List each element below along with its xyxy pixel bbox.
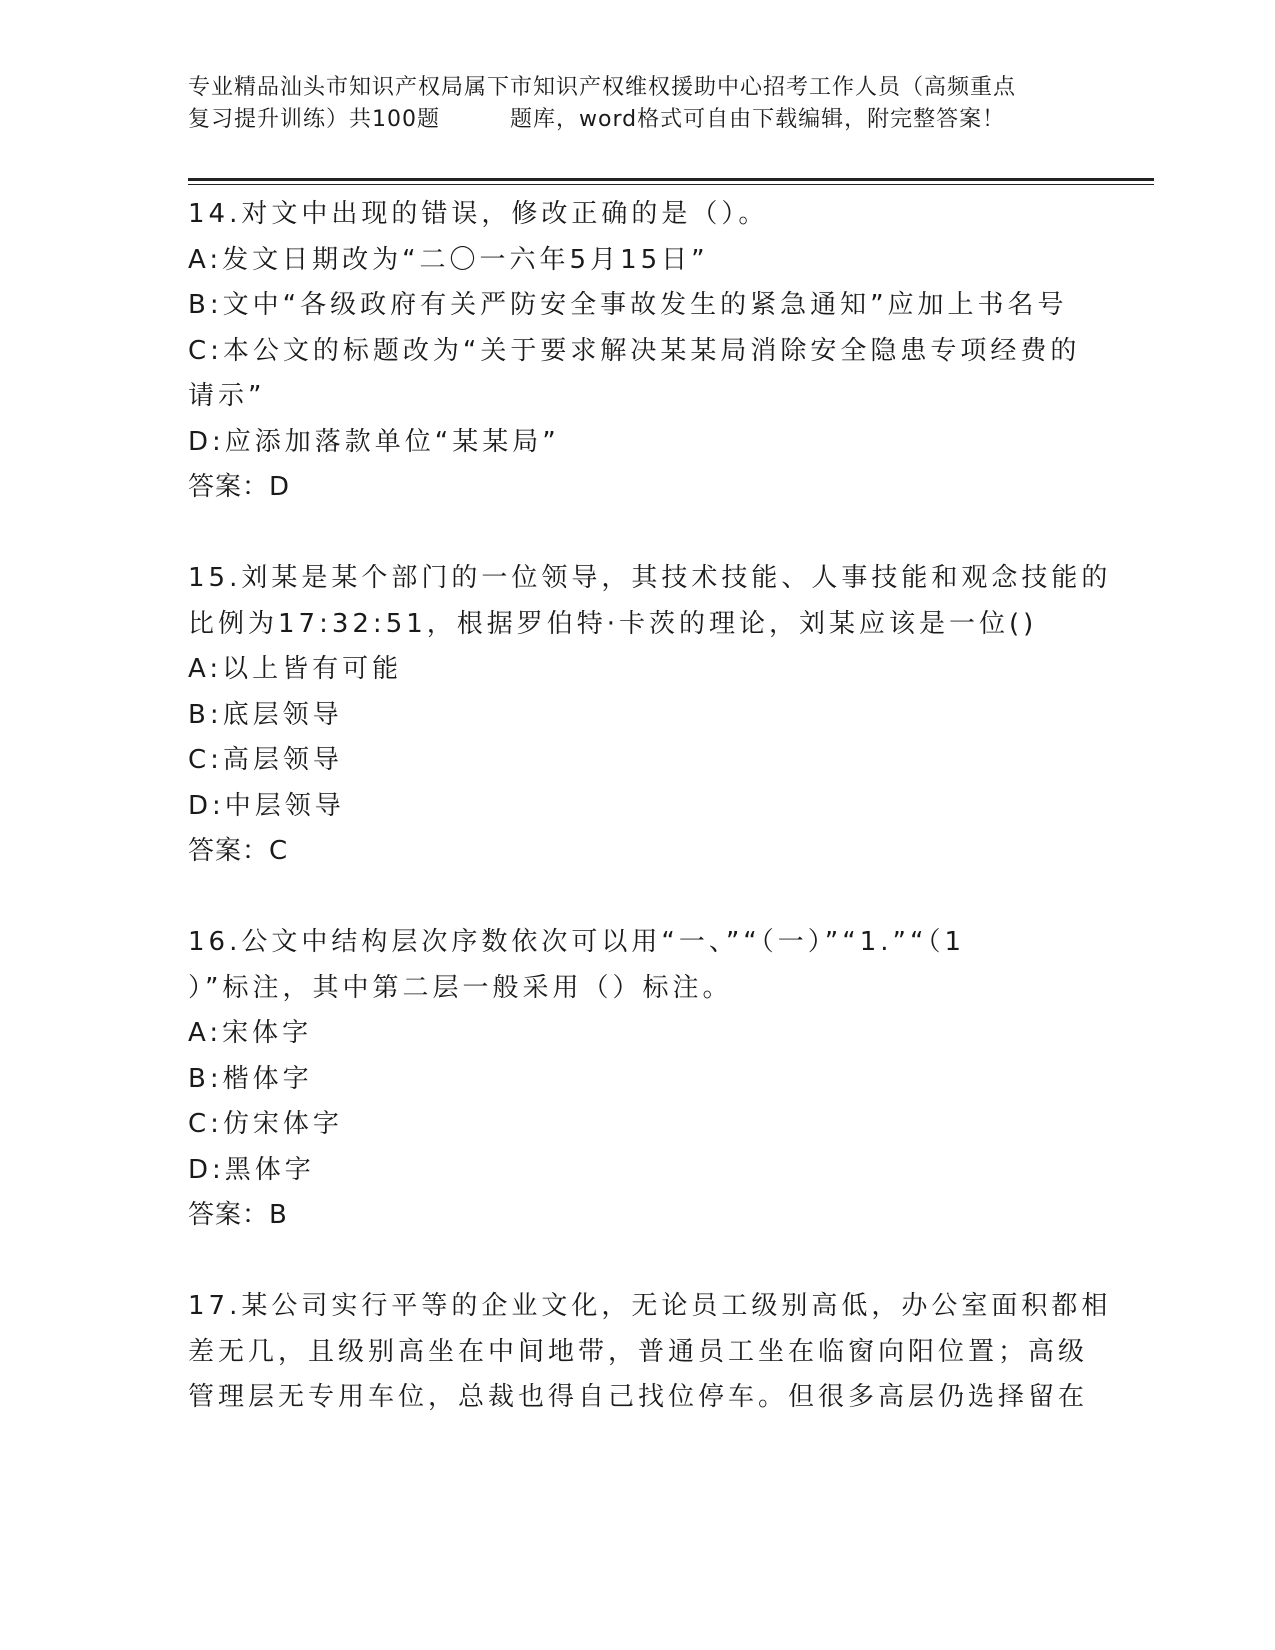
header-divider-thin: [188, 184, 1154, 185]
question-15: [188, 556, 1112, 875]
answer-line: 答案：D: [188, 472, 291, 502]
option-b: B:文中“各级政府有关严防安全事故发生的紧急通知”应加上书名号: [188, 290, 1068, 320]
option-d: D:中层领导: [188, 790, 345, 821]
option-c-continued: 请示”: [188, 381, 266, 411]
question-stem: 14.对文中出现的错误，修改正确的是（）。: [188, 199, 769, 229]
document-header: [188, 72, 1088, 136]
question-stem: 16.公文中结构层次序数依次可以用“一、”“（一）”“1.”“（1: [188, 927, 965, 957]
question-stem: 15.刘某是某个部门的一位领导，其技术技能、人事技能和观念技能的: [188, 563, 1112, 593]
question-stem-continued: ）”标注，其中第二层一般采用（）标注。: [188, 972, 733, 1003]
option-a: A:以上皆有可能: [188, 654, 403, 684]
option-d: D:应添加落款单位“某某局”: [188, 426, 560, 457]
question-14: [188, 192, 1088, 511]
option-d: D:黑体字: [188, 1154, 315, 1185]
option-b: B:底层领导: [188, 699, 343, 730]
question-stem-continued: 差无几，且级别高坐在中间地带，普通员工坐在临窗向阳位置；高级: [188, 1336, 1089, 1367]
option-a: A:宋体字: [188, 1018, 313, 1048]
option-a: A:发文日期改为“二〇一六年5月15日”: [188, 244, 709, 275]
answer-line: 答案：C: [188, 836, 289, 866]
question-stem: 17.某公司实行平等的企业文化，无论员工级别高低，办公室面积都相: [188, 1291, 1112, 1321]
header-title-line-2: [188, 104, 1088, 136]
question-list: [188, 192, 1112, 1421]
header-title-line-1: 专业精品汕头市知识产权局属下市知识产权维权援助中心招考工作人员（高频重点: [188, 75, 1017, 100]
question-stem-continued: 比例为17:32:51，根据罗伯特·卡茨的理论，刘某应该是一位(): [188, 608, 1038, 639]
answer-line: 答案：B: [188, 1200, 288, 1230]
option-b: B:楷体字: [188, 1063, 313, 1094]
option-c: C:高层领导: [188, 745, 343, 775]
header-title-part-a: 复习提升训练）共100题: [188, 107, 440, 132]
question-17: [188, 1284, 1112, 1421]
header-title-part-b: 题库，word格式可自由下载编辑，附完整答案！: [510, 107, 1006, 132]
header-divider-thick: [188, 178, 1154, 181]
option-c: C:本公文的标题改为“关于要求解决某某局消除安全隐患专项经费的: [188, 335, 1081, 366]
option-c: C:仿宋体字: [188, 1109, 343, 1139]
question-stem-continued: 管理层无专用车位，总裁也得自己找位停车。但很多高层仍选择留在: [188, 1382, 1089, 1412]
question-16: [188, 920, 1088, 1239]
